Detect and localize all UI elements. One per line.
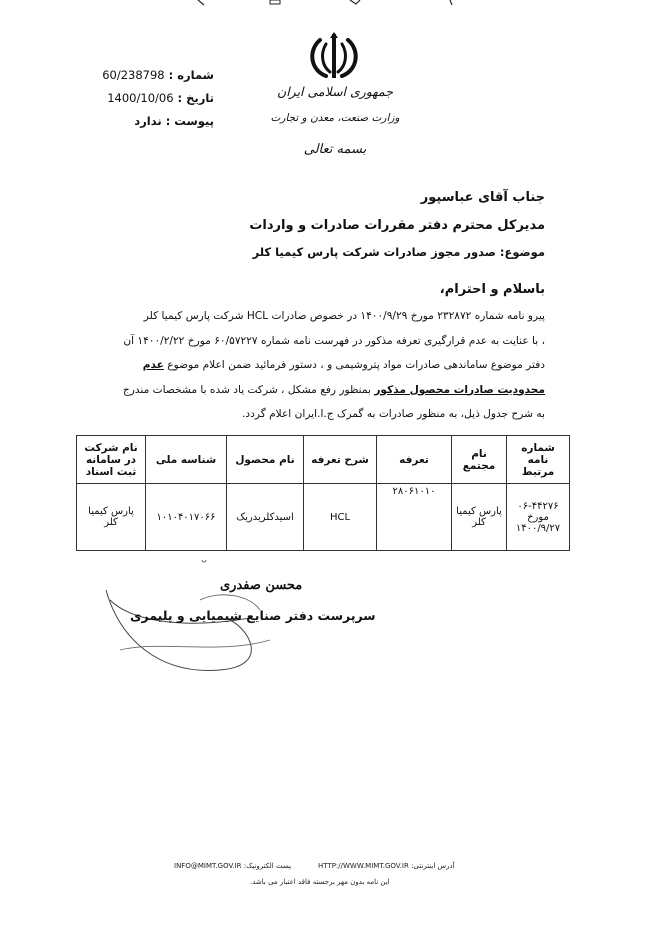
letter-date: 1400/10/06: [107, 91, 174, 105]
greeting: باسلام و احترام،: [439, 282, 545, 297]
attachment-label: پیوست :: [165, 114, 214, 128]
column-header: شناسه ملی: [146, 436, 227, 484]
body-text: دفتر موضوع ساماندهی صادرات مواد پتروشیمی و ، دستور فرمائید ضمن اعلام موضوع: [167, 359, 545, 371]
letter-number: 60/238798: [102, 68, 165, 82]
website-link[interactable]: HTTP://WWW.MIMT.GOV.IR: [318, 862, 409, 870]
body-line: ، با عنایت به عدم قرارگیری تعرفه مذکور در فهرست نامه شماره ۶۰/۵۷۲۲۷ مورخ ۱۴۰۰/۲/۲۲ آن: [123, 334, 545, 347]
top-scan-marks: [190, 0, 480, 8]
table-row: [77, 484, 570, 551]
republic-title: جمهوری اسلامی ایران: [277, 84, 393, 99]
body-line: به شرح جدول ذیل، به منظور صادرات به گمرک ج.ا.ایران اعلام گردد.: [242, 408, 545, 420]
body-line: [105, 378, 545, 403]
table-cell: پارس کیمیا کلر: [77, 484, 146, 551]
footer-email: [174, 862, 291, 870]
number-label: شماره :: [168, 68, 214, 82]
table-cell: ۲۸۰۶۱۰۱۰: [377, 484, 452, 551]
body-paragraph: [105, 304, 545, 427]
footer-email-label: پست الکترونیک:: [243, 862, 292, 870]
body-text: بمنظور رفع مشکل ، شرکت یاد شده با مشخصات مندرج: [122, 383, 371, 396]
attachment-value: ندارد: [134, 114, 162, 128]
signatory-title: سرپرست دفتر صنایع شیمیایی و پلیمری: [130, 608, 376, 623]
date-label: تاریخ :: [177, 91, 214, 105]
footer-web: [318, 862, 455, 870]
column-header: نام محصول: [227, 436, 304, 484]
company-table: [76, 435, 570, 551]
column-header: شماره نامه مرتبط: [507, 436, 570, 484]
column-header: شرح تعرفه: [304, 436, 377, 484]
table-cell: اسیدکلریدریک: [227, 484, 304, 551]
email-link[interactable]: INFO@MIMT.GOV.IR: [174, 862, 242, 870]
body-line: [105, 353, 545, 378]
subject-line: موضوع: صدور مجوز صادرات شرکت پارس کیمیا کلر: [252, 245, 545, 259]
column-header: تعرفه: [377, 436, 452, 484]
iran-emblem-icon: [306, 32, 362, 82]
table-cell: پارس کیمیا کلر: [452, 484, 507, 551]
recipient-name: جناب آقای عباسپور: [420, 190, 545, 205]
signatory-name: محسن صفدری: [220, 578, 303, 593]
body-line: پیرو نامه شماره ۲۳۲۸۷۲ مورخ ۱۴۰۰/۹/۲۹ در خصوص صادرات HCL شرکت پارس کیمیا کلر: [143, 310, 545, 322]
ministry-title: وزارت صنعت، معدن و تجارت: [270, 112, 400, 124]
bismillah: بسمه تعالی: [303, 142, 367, 157]
letter-meta: [64, 64, 214, 133]
footer-web-label: آدرس اینترنتی:: [411, 862, 455, 870]
table-cell: HCL: [304, 484, 377, 551]
table-header-row: [77, 436, 570, 484]
table-cell: ۱۰۱۰۴۰۱۷۰۶۶: [146, 484, 227, 551]
emphasis-text: عدم: [142, 359, 164, 371]
table-cell: ۰۶-۴۴۲۷۶ مورخ ۱۴۰۰/۹/۲۷: [507, 484, 570, 551]
footer-note: این نامه بدون مهر برجسته فاقد اعتبار می باشد.: [250, 878, 390, 886]
column-header: نام مجتمع: [452, 436, 507, 484]
emphasis-text: محدودیت صادرات محصول مذکور: [374, 383, 545, 396]
column-header: نام شرکت در سامانه ثبت اسناد: [77, 436, 146, 484]
recipient-title: مدیرکل محترم دفتر مقررات صادرات و واردات: [249, 218, 545, 233]
